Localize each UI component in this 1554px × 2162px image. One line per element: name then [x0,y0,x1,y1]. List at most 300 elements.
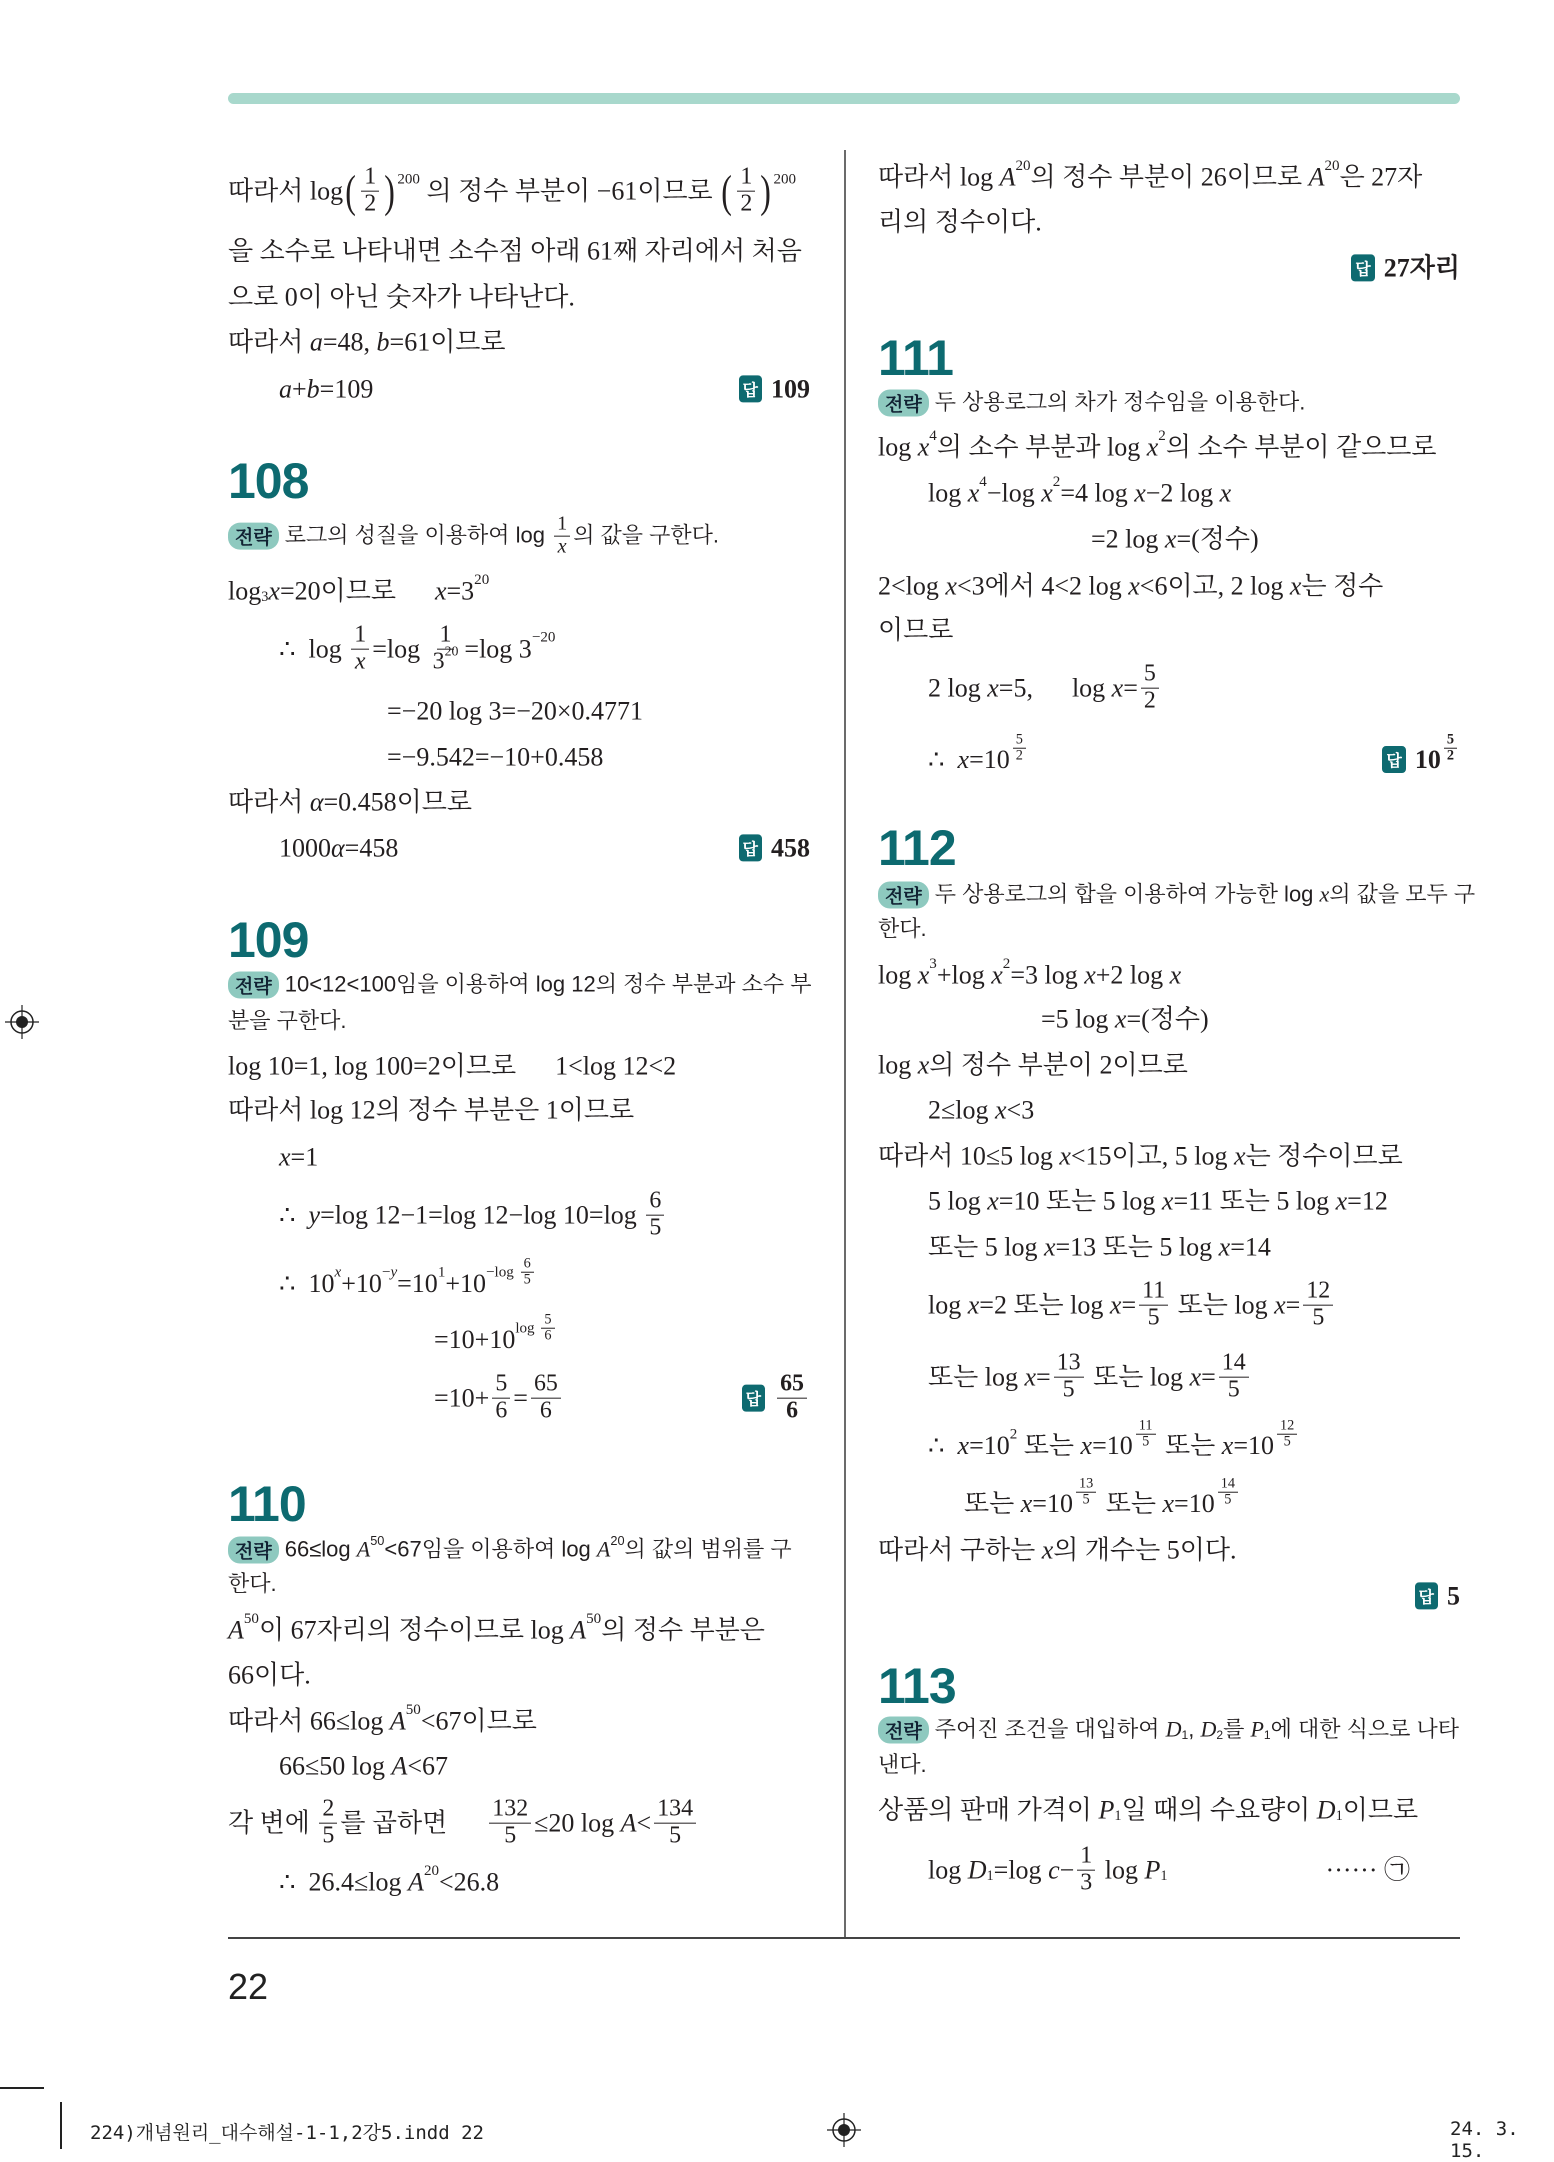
superscript [1053,473,1061,491]
fraction [489,1797,531,1850]
math-text: 3 [929,955,937,972]
math-text: 를 곱하면 [340,1808,487,1838]
math-text: 6 [523,1255,531,1272]
math-text: 으로 0이 아닌 숫자가 나타난다. [228,282,575,312]
math-text: = [1121,1290,1137,1320]
math-text: 134 [657,1795,694,1822]
variable: x [945,571,957,601]
variable: x [1169,960,1182,990]
numerator [1136,1419,1156,1435]
variable: x [1128,571,1140,601]
superscript [610,1533,624,1548]
math-text: 5 [669,1822,682,1849]
math-text: 10<12<100임을 이용하여 log 12의 정수 부분과 소수 부 [284,971,812,997]
problem-number: 109 [228,912,309,968]
math-text: 1000 [279,833,331,863]
text-line [279,1255,810,1300]
math-text: 5 [1227,1376,1240,1403]
math-text: <15이고, 5 log [1070,1141,1235,1171]
numerator [492,1372,510,1399]
footer-rule [228,1937,1460,1939]
variable: x [1219,478,1232,508]
variable: x [1221,1431,1234,1461]
math-text: <67이므로 [420,1706,537,1736]
variable: x [1162,1489,1175,1519]
math-text: 20 [423,1862,440,1879]
math-text: =20이므로 [279,576,435,606]
variable: a [309,327,323,357]
fraction [521,1257,534,1289]
math-text: 5 [1082,1492,1090,1509]
math-text: 5 [1147,1304,1160,1331]
text-line [228,1094,810,1125]
text-line [228,1532,810,1564]
text-line [434,1372,810,1425]
math-text: 2 [364,190,377,217]
math-text: 11 [1138,1417,1153,1434]
text-line [1041,1003,1460,1034]
superscript [1274,1419,1300,1451]
text-line [228,326,810,357]
math-text: 5 [1142,1434,1150,1451]
math-text: 50 [586,1610,602,1627]
text-line [228,1659,810,1690]
variable: x [1080,1431,1093,1461]
variable: A [596,1536,611,1562]
strategy-tag: 전략 [228,523,279,550]
math-text: =10 [1092,1431,1133,1461]
math-text: 에 대한 식으로 나타 [1270,1716,1459,1742]
denominator [1225,1378,1243,1404]
math-text: 2 [1143,687,1156,714]
math-text: 따라서 log 12의 정수 부분은 1이므로 [228,1095,635,1125]
math-text: =10 [969,745,1010,775]
math-text: 의 소수 부분과 log [936,432,1147,462]
math-text: 의 정수 부분은 [601,1615,765,1645]
page-number: 22 [228,1966,269,2007]
variable: x [917,960,930,990]
numerator [1054,1351,1084,1378]
fraction [654,1797,696,1850]
parenthesis: ) [760,165,772,217]
numerator [1013,733,1026,749]
math-text: 2 [1446,748,1454,765]
text-line [928,1094,1460,1125]
math-text: =10 [1174,1489,1215,1519]
math-text: 200 [397,171,420,188]
text-line [964,1475,1460,1520]
superscript [1010,1426,1018,1444]
text-line [928,1279,1460,1332]
math-text: 또는 [1017,1431,1081,1461]
math-text: 의 값을 모두 구 [1329,881,1476,907]
variable: x [1020,1489,1033,1519]
math-text: =(정수) [1126,1004,1209,1034]
math-text: 2 [1052,473,1061,490]
text-line [228,281,810,312]
math-text: log [228,576,262,606]
denominator [1309,1306,1327,1332]
math-text: 두 상용로그의 합을 이용하여 가능한 log [934,881,1320,907]
math-text: 66≤log [284,1536,357,1562]
variable: x [1084,960,1096,990]
answer [739,373,810,404]
math-text: 낸다. [878,1751,927,1777]
answer-value [1384,252,1460,283]
denominator [555,537,570,559]
text-line [279,1141,810,1172]
numerator [1076,1477,1096,1493]
math-text: 5 [523,1272,531,1289]
math-text: 따라서 구하는 [878,1535,1042,1565]
print-date: 24. 3. 15. [1450,2118,1519,2162]
variable: c [1048,1855,1060,1885]
answer-value [1414,731,1460,776]
math-text: 5 [1015,731,1023,748]
math-text: ∴ 10 [279,1269,335,1299]
math-text: =13 또는 5 log [1055,1232,1219,1262]
math-text: ∴ [928,745,958,775]
math-text: 주어진 조건을 대입하여 [934,1716,1166,1742]
text-line [228,1610,810,1645]
math-text: 리의 정수이다. [878,207,1042,237]
math-text: =10 [1032,1489,1073,1519]
answer-value [771,832,810,863]
denominator [1080,1493,1093,1508]
math-text: =log 3 [464,634,532,664]
text-line [928,731,1460,776]
header-accent-bar [228,93,1460,104]
variable: y [308,1200,321,1230]
text-line [878,206,1460,237]
math-text: =14 [1230,1232,1271,1262]
math-text: 의 정수 부분이 2이므로 [929,1050,1188,1080]
fraction [492,1372,510,1425]
math-text: − [381,1264,391,1281]
variable: b [306,374,320,404]
subscript: 1 [1160,1867,1168,1884]
text-line [878,819,1460,877]
math-text: =0.458이므로 [323,787,473,817]
math-text: 5 [495,1370,508,1397]
superscript [397,171,420,189]
superscript [474,571,489,589]
math-text: −2 log [1145,478,1220,508]
fraction [531,1372,561,1425]
numerator [554,514,570,537]
math-text: 6 [786,1397,799,1424]
math-text: log [928,1855,968,1885]
text-line [228,1701,810,1736]
parenthesis: ( [345,165,356,217]
subscript: 1 [1114,1807,1122,1824]
answer [1382,731,1460,776]
fraction [1444,733,1457,765]
math-text: 이므로 [1342,1795,1419,1825]
math-text: 또는 5 log [928,1232,1044,1262]
variable: D [1165,1716,1182,1742]
denominator [1444,749,1457,764]
variable: x [967,478,980,508]
math-text: ∴ 26.4≤log [279,1867,409,1897]
math-text: 상품의 판매 가격이 [878,1795,1099,1825]
variable: D [967,1855,987,1885]
math-text: 의 값의 범위를 구 [624,1536,792,1562]
fraction [319,1797,337,1850]
superscript [438,1264,446,1282]
math-text: 66≤50 log [279,1751,392,1781]
fraction [351,623,369,676]
variable: P [1250,1716,1264,1742]
math-text: 따라서 66≤log [228,1706,390,1736]
math-text: 3 [432,648,445,675]
text-line [279,832,810,863]
superscript [979,473,987,491]
numerator [646,1189,664,1216]
math-text: 2 [1015,748,1023,765]
math-text: 1 [1080,1842,1093,1869]
math-text: log [515,1320,539,1337]
variable: A [999,162,1016,192]
math-text: +2 log [1095,960,1170,990]
math-text: 2<log [878,571,946,601]
numerator [1444,733,1457,749]
denominator [319,1824,337,1850]
variable: x [1109,1290,1122,1320]
math-text: 1 [439,621,452,648]
subscript: 1 [1181,1728,1189,1743]
text-line [228,165,810,218]
variable: x [1189,1362,1202,1392]
answer-value [774,1372,810,1425]
strategy-tag: 전략 [228,1537,279,1564]
variable: P [1098,1795,1115,1825]
math-text: +10 [341,1269,382,1299]
text-line [228,514,810,559]
superscript [1003,955,1011,973]
math-text: = [513,1383,528,1413]
math-text: 20 [610,1532,625,1548]
variable: y [390,1264,398,1281]
math-text: 12 [1280,1417,1295,1434]
math-text: log [928,1290,968,1320]
math-text: 1 [740,163,753,190]
math-text: =4 log [1060,478,1135,508]
math-text: =5 log [1041,1004,1115,1034]
fraction [1076,1477,1096,1509]
text-line [228,571,810,606]
math-text: 따라서 10≤5 log [878,1141,1060,1171]
math-text: 6 [649,1187,662,1214]
numerator [1219,1351,1249,1378]
math-text: 이므로 [878,615,954,645]
math-text: 12 [1306,1277,1331,1304]
fraction [1218,1477,1238,1509]
math-text: =−9.542=−10+0.458 [387,742,604,772]
variable: A [570,1615,587,1645]
math-text: 5 [322,1822,335,1849]
subscript: 1 [1263,1728,1271,1743]
math-text: 6 [495,1397,508,1424]
math-text: <3 [1006,1095,1035,1125]
parenthesis: ( [721,165,733,217]
math-text: 27자리 [1383,253,1460,283]
column-divider [844,150,846,1937]
math-text: 20 [444,644,459,660]
text-line [878,252,1460,283]
variable: x [917,432,930,462]
math-text: 5 [544,1311,552,1328]
variable: A [356,1536,371,1562]
text-line [878,1717,1460,1744]
math-text: 66이다. [228,1660,311,1690]
print-file-name: 224)개념원리_대수해설-1-1,2강5.indd 22 [90,2122,484,2144]
superscript [1441,733,1460,765]
variable: P [1144,1855,1161,1885]
denominator [666,1824,684,1850]
fraction [1139,1279,1168,1332]
text-line [878,1657,1460,1715]
math-text: log [878,1050,918,1080]
math-text: <67 [407,1751,449,1781]
text-line [1091,523,1460,554]
variable: x [991,960,1003,990]
denominator [537,1399,555,1425]
variable: A [620,1808,637,1838]
variable: D [1316,1795,1336,1825]
math-text: −log [486,1264,518,1281]
problem-number: 108 [228,453,309,509]
math-text: <26.8 [439,1867,500,1897]
variable: A [228,1615,244,1645]
math-text: 5 [1446,731,1454,748]
variable: x [1134,478,1146,508]
math-text: 두 상용로그의 차가 정수임을 이용한다. [934,389,1306,415]
math-text: 2≤log [928,1095,995,1125]
variable: A [1308,162,1325,192]
denominator [1077,1871,1095,1897]
text-line [878,955,1460,990]
superscript [515,1313,557,1345]
math-text: 5 [504,1822,517,1849]
math-text: ∴ log [279,634,349,664]
answer [739,832,810,863]
variable: A [391,1751,408,1781]
math-text: 2 [322,1795,335,1822]
answer [1351,252,1460,283]
math-text: + [292,374,307,404]
variable: x [917,1050,930,1080]
variable: b [376,327,390,357]
answer-value [771,373,810,404]
denominator [1139,1435,1152,1450]
fraction [1303,1279,1333,1332]
parenthesis: ) [384,165,396,217]
math-text: 5 log [928,1186,988,1216]
math-text: 2 [1158,427,1166,444]
registration-mark-icon [827,2113,861,2147]
text-line [928,1417,1460,1462]
numerator [531,1372,561,1399]
variable: x [957,745,970,775]
variable: x [987,673,999,703]
superscript [1324,157,1339,175]
math-text: 2 [740,190,753,217]
text-line [928,1844,1460,1897]
text-line [228,452,810,510]
math-text: 1 [364,163,377,190]
math-text: =10 [969,1431,1010,1461]
text-line [387,695,810,726]
answer [742,1372,810,1425]
math-text: −20 [531,629,556,646]
math-text: 2 log [928,673,988,703]
math-text: 20 [1324,157,1340,174]
fraction [1077,1844,1095,1897]
variable: x [967,1290,980,1320]
math-text: 는 정수 [1301,571,1384,601]
superscript [586,1610,601,1628]
fraction [430,623,462,676]
superscript [424,1862,439,1880]
text-line [279,623,810,676]
fraction [646,1189,664,1242]
denominator [521,1273,534,1288]
text-line [279,1750,810,1781]
math-text: =458 [344,833,399,863]
math-text: ∴ [279,1200,309,1230]
variable: x [557,535,567,558]
variable: x [1059,1141,1071,1171]
variable: x [1043,1232,1056,1262]
text-line [279,1862,810,1897]
superscript [244,1610,259,1628]
math-text: +log [936,960,992,990]
math-text: 또는 log [1086,1362,1190,1392]
math-text: 일 때의 수요량이 [1121,1795,1317,1825]
math-text: < [636,1808,652,1838]
denominator [1013,749,1026,764]
variable: x [1041,478,1053,508]
superscript [1215,1477,1241,1509]
text-line [434,1311,810,1356]
denominator [1141,689,1159,715]
superscript [773,171,796,189]
math-text: 를 [1223,1716,1251,1742]
text-line [928,662,1460,715]
text-line [928,1185,1460,1216]
math-text: = [1123,673,1138,703]
math-text: =61이므로 [389,327,506,357]
math-text: 또는 log [928,1362,1025,1392]
text-line [279,373,810,404]
math-text: 1 [557,512,568,535]
math-text: 의 소수 부분이 같으므로 [1165,432,1437,462]
math-text: = [1285,1290,1301,1320]
math-text: 5 [1143,660,1156,687]
denominator [541,1329,554,1344]
text-line [928,1351,1460,1404]
math-text: =2 log [1091,524,1165,554]
fraction [1277,1419,1297,1451]
text-line [279,1189,810,1242]
math-text: =10+10 [434,1325,516,1355]
math-text: 65 [533,1370,558,1397]
denominator [737,192,755,218]
variable: x [1234,1141,1246,1171]
math-text: = [1036,1362,1051,1392]
superscript [382,1264,397,1282]
